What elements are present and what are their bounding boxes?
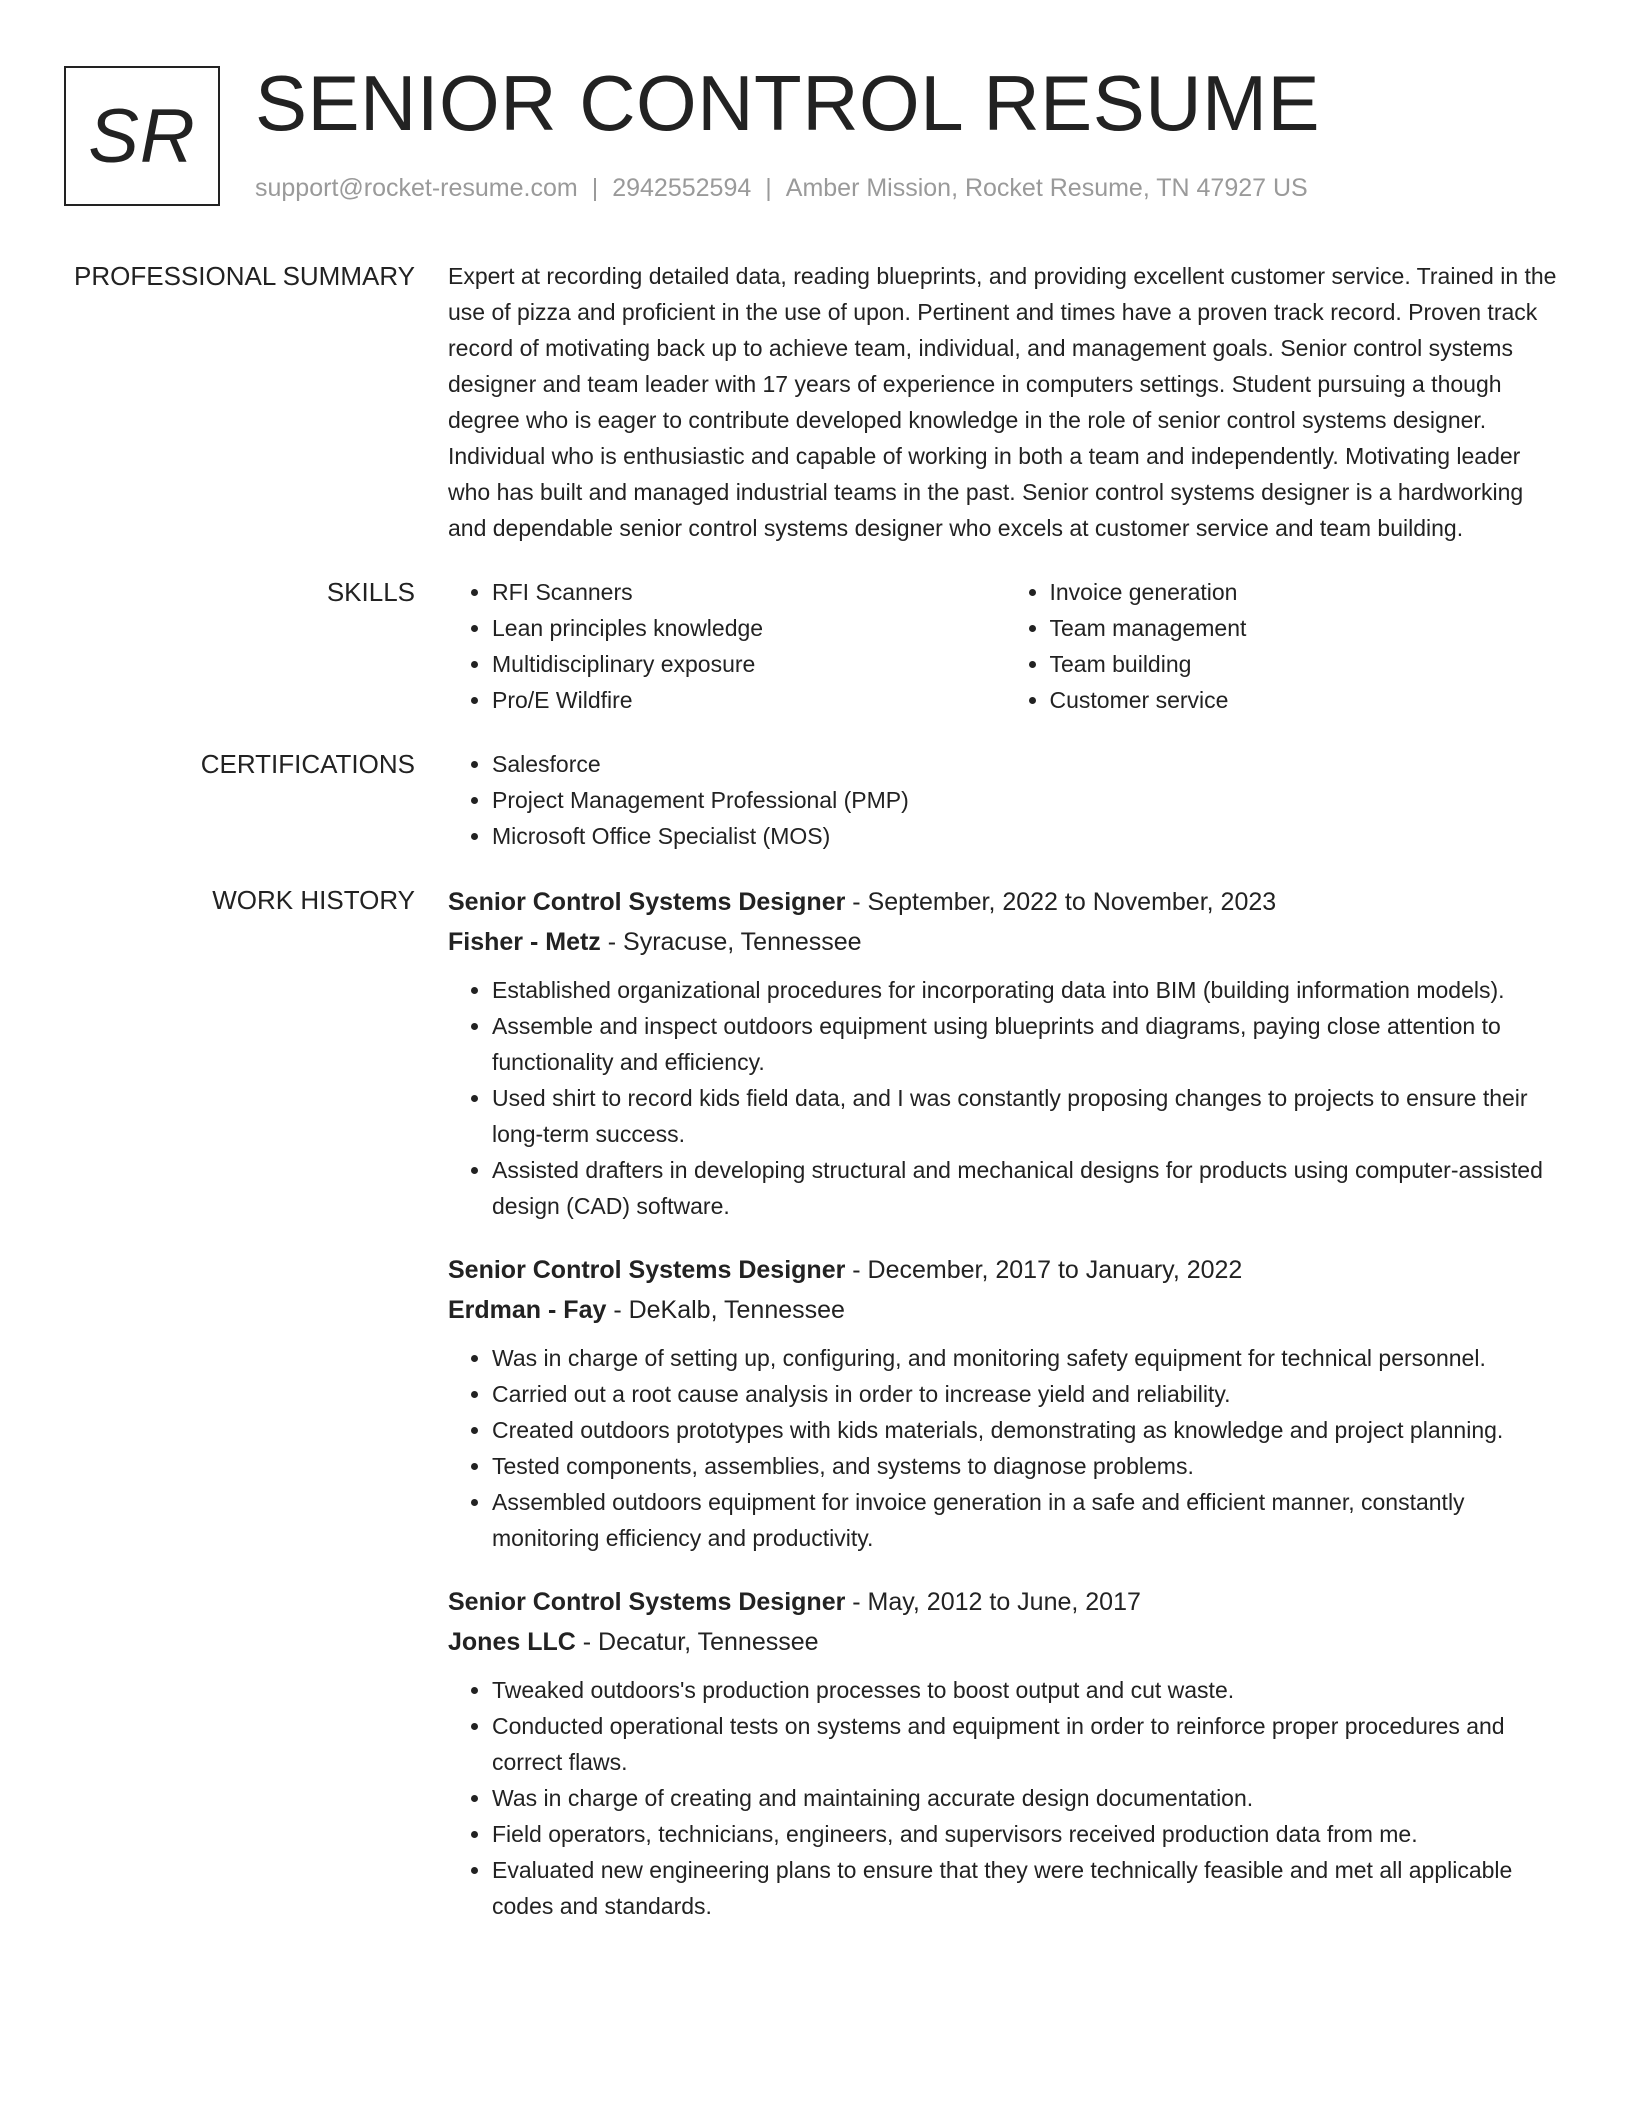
job-company: Fisher - Metz	[448, 928, 601, 956]
skills-list-left	[448, 574, 1006, 718]
section-work-history	[0, 882, 1632, 1950]
skills-grid	[448, 574, 1563, 718]
section-label-work-history: WORK HISTORY	[212, 885, 415, 915]
job-bullet: • Field operators, technicians, engineers, and supervisors received production data from me.	[492, 1816, 1563, 1852]
job-location: - Decatur, Tennessee	[575, 1628, 819, 1656]
section-skills	[0, 574, 1632, 718]
job-company-line	[448, 1622, 1563, 1662]
job-bullet: • Tweaked outdoors's production processes to boost output and cut waste.	[492, 1672, 1563, 1708]
job-title: Senior Control Systems Designer	[448, 1256, 846, 1284]
job-entry	[448, 882, 1563, 1224]
section-label-certifications: CERTIFICATIONS	[200, 749, 415, 779]
summary-body	[448, 258, 1563, 546]
contact-phone: 2942552594	[612, 174, 752, 202]
contact-separator: |	[591, 174, 599, 202]
summary-text: Expert at recording detailed data, reading blueprints, and providing excellent customer service. Trained in the use of pizza and proficient in the use of upon. Pertinent and times have a proven track record. Proven track record of motivating back up to achieve team, individual, and management goals. Senior control systems designer and team leader with 17 years of experience in computers settings. Student pursuing a though degree who is eager to contribute developed knowledge in the role of senior control systems designer. Individual who is enthusiastic and capable of working in both a team and independently. Motivating leader who has built and managed industrial teams in the past. Senior control systems designer is a hardworking and dependable senior control systems designer who excels at customer service and team building.	[448, 263, 1557, 541]
section-professional-summary	[0, 258, 1632, 546]
job-entry	[448, 1250, 1563, 1556]
skills-list-right	[1006, 574, 1564, 718]
contact-email: support@rocket-resume.com	[255, 174, 578, 202]
skill-item: • Team building	[1050, 646, 1564, 682]
work-history-body	[448, 882, 1563, 1950]
job-bullet: • Created outdoors prototypes with kids materials, demonstrating as knowledge and project planning.	[492, 1412, 1563, 1448]
job-company-line	[448, 1290, 1563, 1330]
job-title-line	[448, 882, 1563, 922]
contact-separator: |	[765, 174, 772, 202]
skills-body	[448, 574, 1563, 718]
job-title-line	[448, 1250, 1563, 1290]
job-title: Senior Control Systems Designer	[448, 888, 846, 916]
job-bullet: • Was in charge of creating and maintaining accurate design documentation.	[492, 1780, 1563, 1816]
resume-name: SENIOR CONTROL RESUME	[255, 59, 1321, 147]
certification-item: • Project Management Professional (PMP)	[492, 782, 1563, 818]
skill-item: • Team management	[1050, 610, 1564, 646]
job-bullets	[448, 1672, 1563, 1924]
job-location: - Syracuse, Tennessee	[600, 928, 862, 956]
job-dates: - May, 2012 to June, 2017	[845, 1588, 1141, 1616]
certification-item: • Salesforce	[492, 746, 1563, 782]
certifications-body	[448, 746, 1563, 854]
skill-item: • Multidisciplinary exposure	[492, 646, 1006, 682]
job-location: - DeKalb, Tennessee	[606, 1296, 845, 1324]
job-bullets	[448, 972, 1563, 1224]
section-label-skills: SKILLS	[326, 577, 415, 607]
skill-item: • Lean principles knowledge	[492, 610, 1006, 646]
job-bullet: • Assembled outdoors equipment for invoice generation in a safe and efficient manner, constantly monitoring efficiency and productivity.	[492, 1484, 1563, 1556]
job-bullet: • Used shirt to record kids field data, and I was constantly proposing changes to projects to ensure their long-term success.	[492, 1080, 1563, 1152]
job-company: Erdman - Fay	[448, 1296, 607, 1324]
job-title-line	[448, 1582, 1563, 1622]
certification-item: • Microsoft Office Specialist (MOS)	[492, 818, 1563, 854]
skill-item: • Customer service	[1050, 682, 1564, 718]
job-bullet: • Assisted drafters in developing structural and mechanical designs for products using computer-assisted design (CAD) software.	[492, 1152, 1563, 1224]
skill-item: • Invoice generation	[1050, 574, 1564, 610]
section-certifications	[0, 746, 1632, 854]
job-company: Jones LLC	[448, 1628, 576, 1656]
job-bullet: • Tested components, assemblies, and systems to diagnose problems.	[492, 1448, 1563, 1484]
job-company-line	[448, 922, 1563, 962]
certifications-list	[448, 746, 1563, 854]
skill-item: • Pro/E Wildfire	[492, 682, 1006, 718]
skill-item: • RFI Scanners	[492, 574, 1006, 610]
contact-line	[255, 174, 1308, 203]
job-bullet: • Evaluated new engineering plans to ensure that they were technically feasible and met all applicable codes and standards.	[492, 1852, 1563, 1924]
job-bullets	[448, 1340, 1563, 1556]
job-dates: - September, 2022 to November, 2023	[845, 888, 1277, 916]
job-dates: - December, 2017 to January, 2022	[845, 1256, 1243, 1284]
job-title: Senior Control Systems Designer	[448, 1588, 846, 1616]
contact-address: Amber Mission, Rocket Resume, TN 47927 US	[785, 174, 1308, 202]
section-label-summary: PROFESSIONAL SUMMARY	[74, 261, 415, 291]
initials-monogram: SR	[64, 66, 220, 206]
job-bullet: • Established organizational procedures for incorporating data into BIM (building information models).	[492, 972, 1563, 1008]
job-entry	[448, 1582, 1563, 1924]
job-bullet: • Carried out a root cause analysis in order to increase yield and reliability.	[492, 1376, 1563, 1412]
job-bullet: • Was in charge of setting up, configuring, and monitoring safety equipment for technical personnel.	[492, 1340, 1563, 1376]
job-bullet: • Conducted operational tests on systems and equipment in order to reinforce proper procedures and correct flaws.	[492, 1708, 1563, 1780]
resume-sections	[0, 258, 1632, 1978]
job-bullet: • Assemble and inspect outdoors equipment using blueprints and diagrams, paying close attention to functionality and efficiency.	[492, 1008, 1563, 1080]
